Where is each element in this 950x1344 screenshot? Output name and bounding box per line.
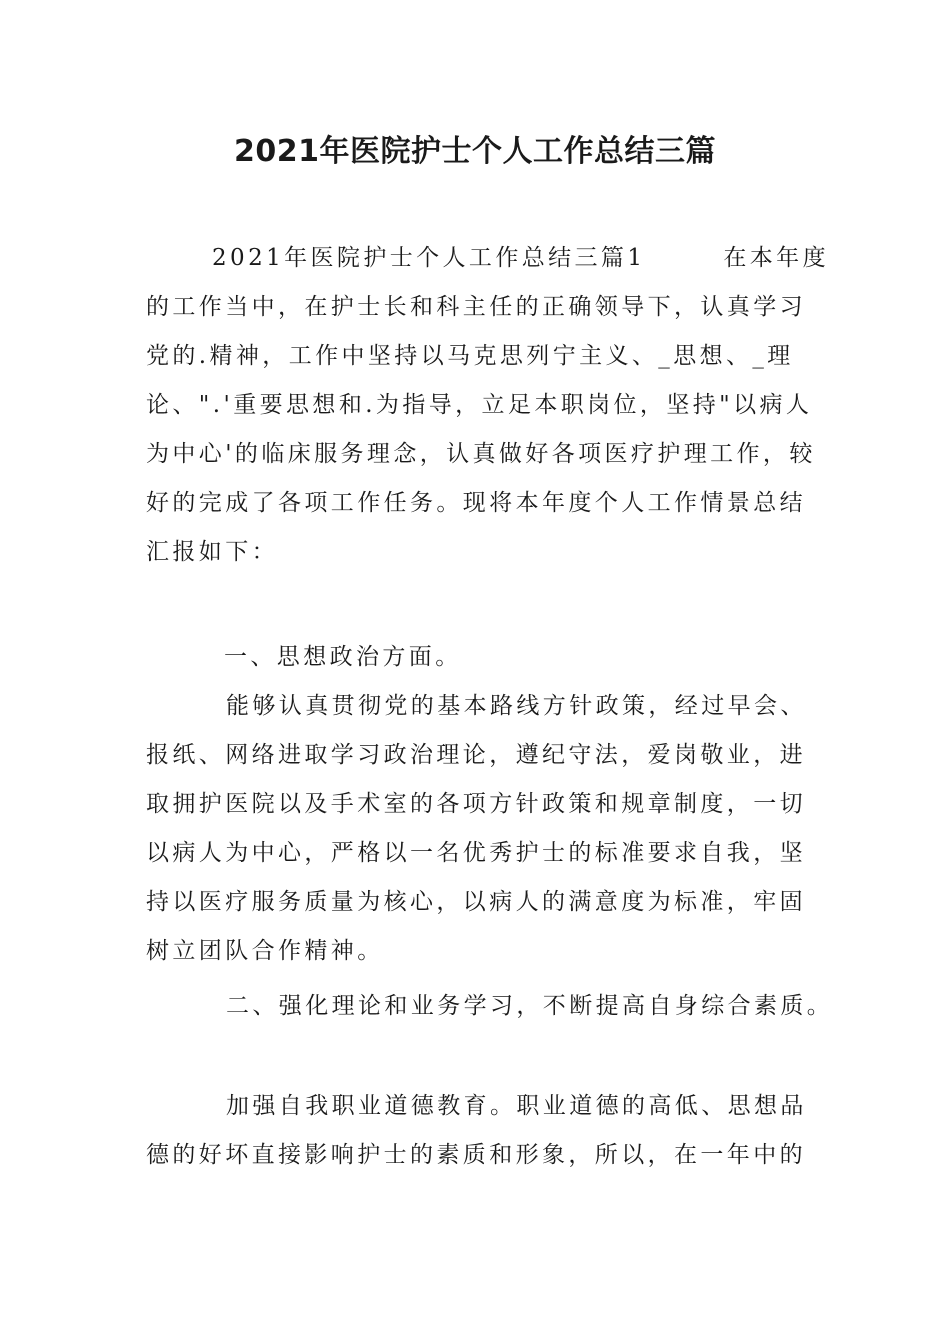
para1-heading: 2021年医院护士个人工作总结三篇1 [212,245,646,271]
text-line: 报纸、网络进取学习政治理论，遵纪守法，爱岗敬业，进 [146,742,806,768]
text-line: 为中心'的临床服务理念，认真做好各项医疗护理工作，较 [146,441,816,467]
section1-heading: 一、思想政治方面。 [224,644,462,670]
text-line: 以病人为中心，严格以一名优秀护士的标准要求自我，坚 [146,840,806,866]
text-line: 汇报如下： [146,539,278,565]
para1-lead: 在本年度 [723,245,829,271]
text-line: 树立团队合作精神。 [146,938,384,964]
text-line: 论、".'重要思想和.为指导，立足本职岗位，坚持"以病人 [146,392,813,418]
text-line: 党的.精神，工作中坚持以马克思列宁主义、_思想、_理 [146,343,794,369]
text-line: 持以医疗服务质量为核心，以病人的满意度为标准，牢固 [146,889,806,915]
section2-heading: 二、强化理论和业务学习，不断提高自身综合素质。 [226,993,834,1019]
text-line: 能够认真贯彻党的基本路线方针政策，经过早会、 [226,693,807,719]
text-line: 的工作当中，在护士长和科主任的正确领导下，认真学习 [146,294,806,320]
para1-first-line [146,241,892,275]
text-line: 取拥护医院以及手术室的各项方针政策和规章制度，一切 [146,791,806,817]
document-title: 2021年医院护士个人工作总结三篇 [234,134,716,169]
text-line: 德的好坏直接影响护士的素质和形象，所以，在一年中的 [146,1142,806,1168]
text-line: 好的完成了各项工作任务。现将本年度个人工作情景总结 [146,490,806,516]
text-line: 加强自我职业道德教育。职业道德的高低、思想品 [226,1093,807,1119]
